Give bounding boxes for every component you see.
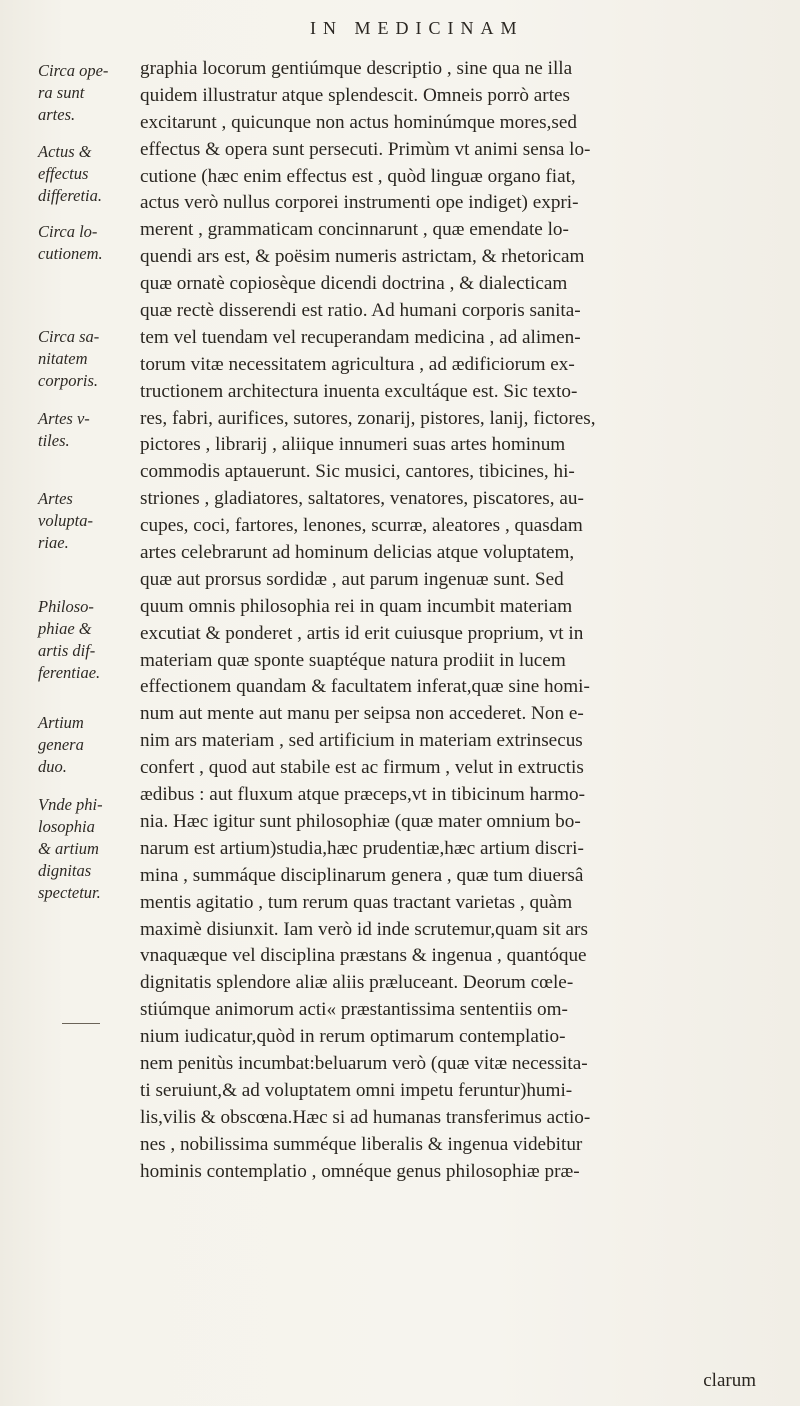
gloss-line: ra sunt xyxy=(38,83,85,102)
text-line: cutione (hæc enim effectus est , quòd linguæ organo fiat, xyxy=(140,165,576,187)
text-line: merent , grammaticam concinnarunt , quæ emendate lo- xyxy=(140,219,569,241)
text-line: narum est artium)studia,hæc prudentiæ,hæc artium discri- xyxy=(140,837,584,859)
text-line: pictores , librarij , aliique innumeri suas artes hominum xyxy=(140,434,566,456)
text-line: res, fabri, aurifices, sutores, zonarij, pistores, lanij, fictores, xyxy=(140,407,596,429)
text-line: materiam quæ sponte suaptéque natura prodiit in lucem xyxy=(140,649,566,671)
text-line: nium iudicatur,quòd in rerum optimarum contemplatio- xyxy=(140,1026,566,1048)
gloss-line: cutionem. xyxy=(38,244,103,263)
gloss-artium-genera xyxy=(38,712,138,778)
text-line: quæ ornatè copiosèque dicendi doctrina , & dialecticam xyxy=(140,273,568,295)
text-line: tem vel tuendam vel recuperandam medicina , ad alimen- xyxy=(140,326,581,348)
gloss-line: Artium xyxy=(38,713,84,732)
text-line: torum vitæ necessitatem agricultura , ad ædificiorum ex- xyxy=(140,353,575,375)
text-line: quæ aut prorsus sordidæ , aut parum ingenuæ sunt. Sed xyxy=(140,568,564,590)
gloss-actus-effectus xyxy=(38,141,138,207)
gloss-line: Artes v- xyxy=(38,409,90,428)
gloss-line: Actus & xyxy=(38,142,92,161)
text-line: excutiat & ponderet , artis id erit cuiusque proprium, vt in xyxy=(140,622,584,644)
text-line: quendi ars est, & poësim numeris astrictam, & rhetoricam xyxy=(140,246,585,268)
gloss-line: & artium xyxy=(38,839,99,858)
gloss-vnde-philosophia xyxy=(38,794,138,904)
margin-rule-mark xyxy=(62,1023,100,1024)
gloss-artes-voluptariae xyxy=(38,488,138,554)
gloss-line: Vnde phi- xyxy=(38,795,103,814)
gloss-line: Circa lo- xyxy=(38,222,98,241)
gloss-line: phiae & xyxy=(38,619,92,638)
gloss-line: spectetur. xyxy=(38,883,101,902)
gloss-line: artes. xyxy=(38,105,76,124)
gloss-line: genera xyxy=(38,735,84,754)
gloss-line: ferentiae. xyxy=(38,663,101,682)
text-line: nem penitùs incumbat:beluarum verò (quæ vitæ necessita- xyxy=(140,1052,588,1074)
text-line: graphia locorum gentiúmque descriptio , sine qua ne illa xyxy=(140,58,573,79)
gloss-line: corporis. xyxy=(38,371,99,390)
text-line: ædibus : aut fluxum atque præceps,vt in tibicinum harmo- xyxy=(140,784,585,806)
text-line: effectionem quandam & facultatem inferat,quæ sine homi- xyxy=(140,676,590,698)
text-line: mentis agitatio , tum rerum quas tractant varietas , quàm xyxy=(140,891,573,913)
text-line: maximè disiunxit. Iam verò id inde scrutemur,quam sit ars xyxy=(140,918,588,940)
text-line: hominis contemplatio , omnéque genus philosophiæ præ- xyxy=(140,1160,580,1182)
text-line: excitarunt , quicunque non actus hominúmque mores,sed xyxy=(140,111,577,133)
gloss-line: artis dif- xyxy=(38,641,96,660)
text-line: quum omnis philosophia rei in quam incumbit materiam xyxy=(140,595,573,617)
catchword: clarum xyxy=(703,1370,756,1391)
gloss-line: dignitas xyxy=(38,861,92,880)
text-line: nim ars materiam , sed artificium in materiam extrinsecus xyxy=(140,730,583,752)
text-line: commodis aptauerunt. Sic musici, cantores, tibicines, hi- xyxy=(140,461,575,483)
text-line: vnaquæque vel disciplina præstans & ingenua , quantóque xyxy=(140,945,587,967)
text-line: nia. Hæc igitur sunt philosophiæ (quæ mater omnium bo- xyxy=(140,810,581,832)
text-line: num aut mente aut manu per seipsa non accederet. Non e- xyxy=(140,703,584,725)
gloss-circa-locutionem xyxy=(38,221,138,265)
gloss-line: differetia. xyxy=(38,186,103,205)
text-line: mina , summáque disciplinarum genera , quæ tum diuersâ xyxy=(140,864,584,886)
running-head: IN MEDICINAM xyxy=(310,18,524,38)
text-line: confert , quod aut stabile est ac firmum , velut in extructis xyxy=(140,757,584,779)
text-line: actus verò nullus corporei instrumenti ope indiget) expri- xyxy=(140,192,579,214)
text-line: stiúmque animorum acti« præstantissima sententiis om- xyxy=(140,999,568,1021)
text-line: quæ rectè disserendi est ratio. Ad humani corporis sanita- xyxy=(140,300,581,322)
gloss-line: nitatem xyxy=(38,349,88,368)
gloss-line: Circa ope- xyxy=(38,61,109,80)
text-line: lis,vilis & obscœna.Hæc si ad humanas transferimus actio- xyxy=(140,1106,591,1128)
text-line: cupes, coci, fartores, lenones, scurræ, aleatores , quasdam xyxy=(140,515,583,537)
body-text xyxy=(140,56,780,1185)
gloss-line: Philoso- xyxy=(38,597,94,616)
gloss-line: tiles. xyxy=(38,431,70,450)
text-line: artes celebrarunt ad hominum delicias atque voluptatem, xyxy=(140,542,575,564)
gloss-line: losophia xyxy=(38,817,95,836)
text-line: striones , gladiatores, saltatores, venatores, piscatores, au- xyxy=(140,488,584,510)
gloss-circa-opera xyxy=(38,60,138,126)
gloss-line: duo. xyxy=(38,757,67,776)
text-line: quidem illustratur atque splendescit. Omneis porrò artes xyxy=(140,84,571,106)
gloss-line: effectus xyxy=(38,164,89,183)
gloss-philosophiae-artis xyxy=(38,596,138,684)
marginal-glosses xyxy=(38,56,138,1376)
gloss-line: riae. xyxy=(38,533,69,552)
gloss-line: Circa sa- xyxy=(38,327,100,346)
text-line: nes , nobilissima summéque liberalis & ingenua videbitur xyxy=(140,1133,583,1155)
text-line: effectus & opera sunt persecuti. Primùm vt animi sensa lo- xyxy=(140,138,591,160)
text-line: ti seruiunt,& ad voluptatem omni impetu feruntur)humi- xyxy=(140,1079,573,1101)
gloss-line: volupta- xyxy=(38,511,93,530)
text-line: tructionem architectura inuenta excultáque est. Sic texto- xyxy=(140,380,578,402)
text-line: dignitatis splendore aliæ aliis præluceant. Deorum cœle- xyxy=(140,972,574,994)
gloss-circa-sanitatem xyxy=(38,326,138,392)
gloss-line: Artes xyxy=(38,489,73,508)
gloss-artes-vtiles xyxy=(38,408,138,452)
